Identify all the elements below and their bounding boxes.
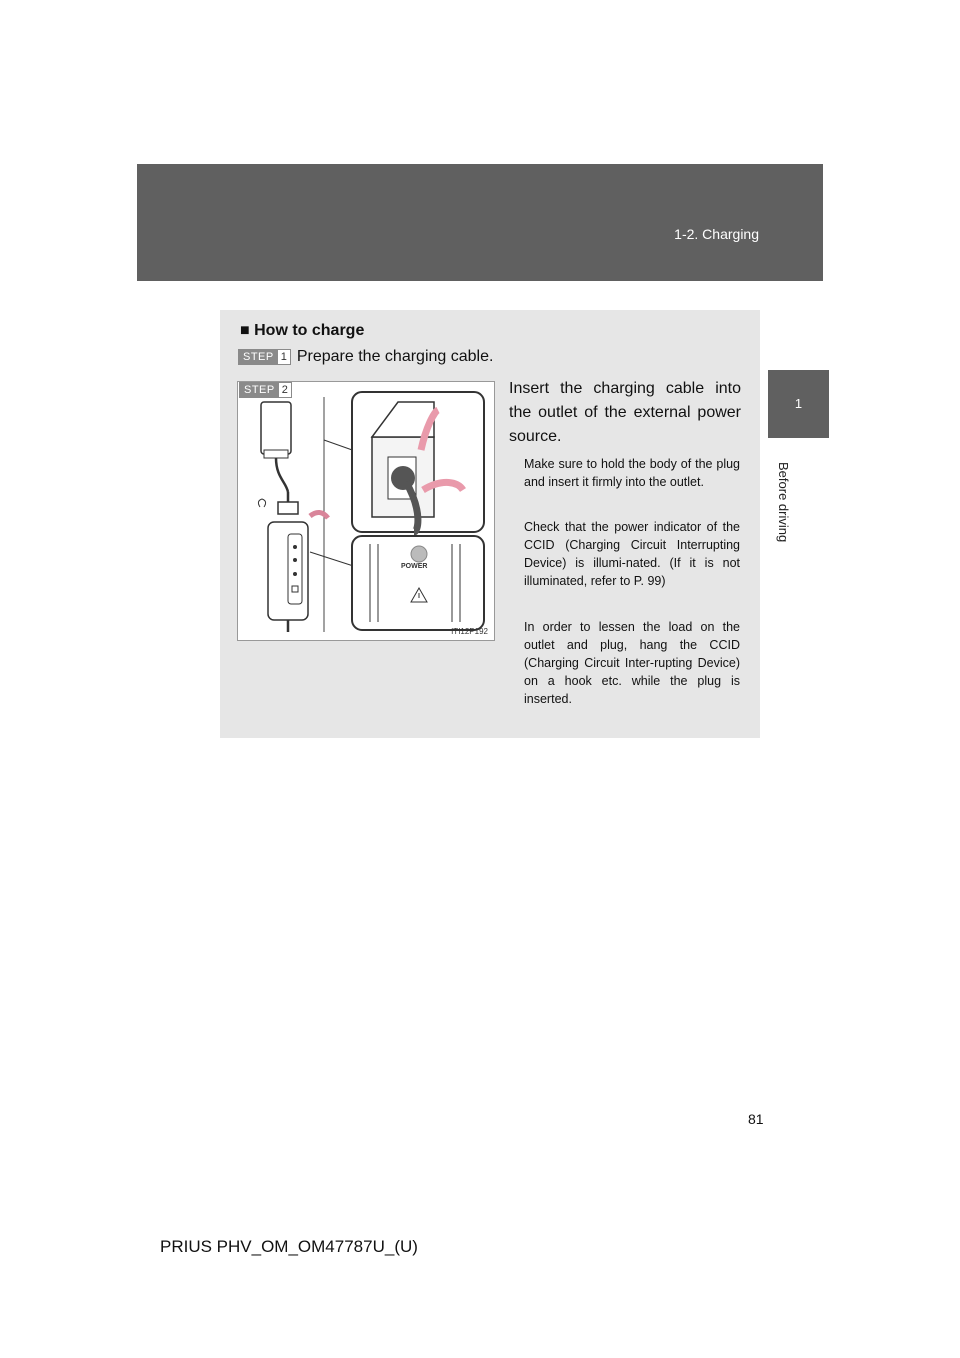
- step-1-badge-word: STEP: [239, 350, 278, 364]
- step-1: [238, 348, 493, 366]
- note-hang-ccid: In order to lessen the load on the outlet and plug, hang the CCID (Charging Circuit Inter-rupting Device) on a hook etc. while the plug is inserted.: [524, 620, 740, 706]
- chapter-label: Before driving: [776, 462, 791, 543]
- note-hold-plug: Make sure to hold the body of the plug and insert it firmly into the outlet.: [524, 457, 740, 489]
- step-2-text: Insert the charging cable into the outlet of the external power source.: [509, 380, 741, 445]
- section-title: 1-2. Charging: [674, 226, 759, 242]
- step-2-badge-number: 2: [279, 383, 291, 397]
- step-2-badge-word: STEP: [240, 383, 279, 397]
- header-band: [137, 164, 823, 281]
- content-box: [220, 310, 760, 738]
- illustration-drawing: [238, 382, 494, 640]
- chapter-number: 1: [794, 396, 803, 411]
- power-indicator-icon: [411, 546, 427, 562]
- step-1-badge: [238, 349, 291, 365]
- section-heading: ■ How to charge: [240, 322, 365, 339]
- chapter-tab: [768, 370, 829, 438]
- step-1-text: Prepare the charging cable.: [296, 348, 494, 365]
- document-id: PRIUS PHV_OM_OM47787U_(U): [160, 1237, 418, 1256]
- figure-id: ITI12P192: [451, 627, 488, 636]
- step-1-badge-number: 1: [278, 350, 290, 364]
- charging-illustration: [237, 381, 495, 641]
- wall-plug-icon: [261, 402, 291, 454]
- page-number: 81: [748, 1111, 764, 1127]
- power-label: POWER: [401, 563, 428, 570]
- note-power-indicator: Check that the power indicator of the CCID (Charging Circuit Interrupting Device) is illumi-nated. (If it is not illuminated, refer to P. 99): [524, 520, 740, 588]
- arrow-icon: [310, 512, 328, 518]
